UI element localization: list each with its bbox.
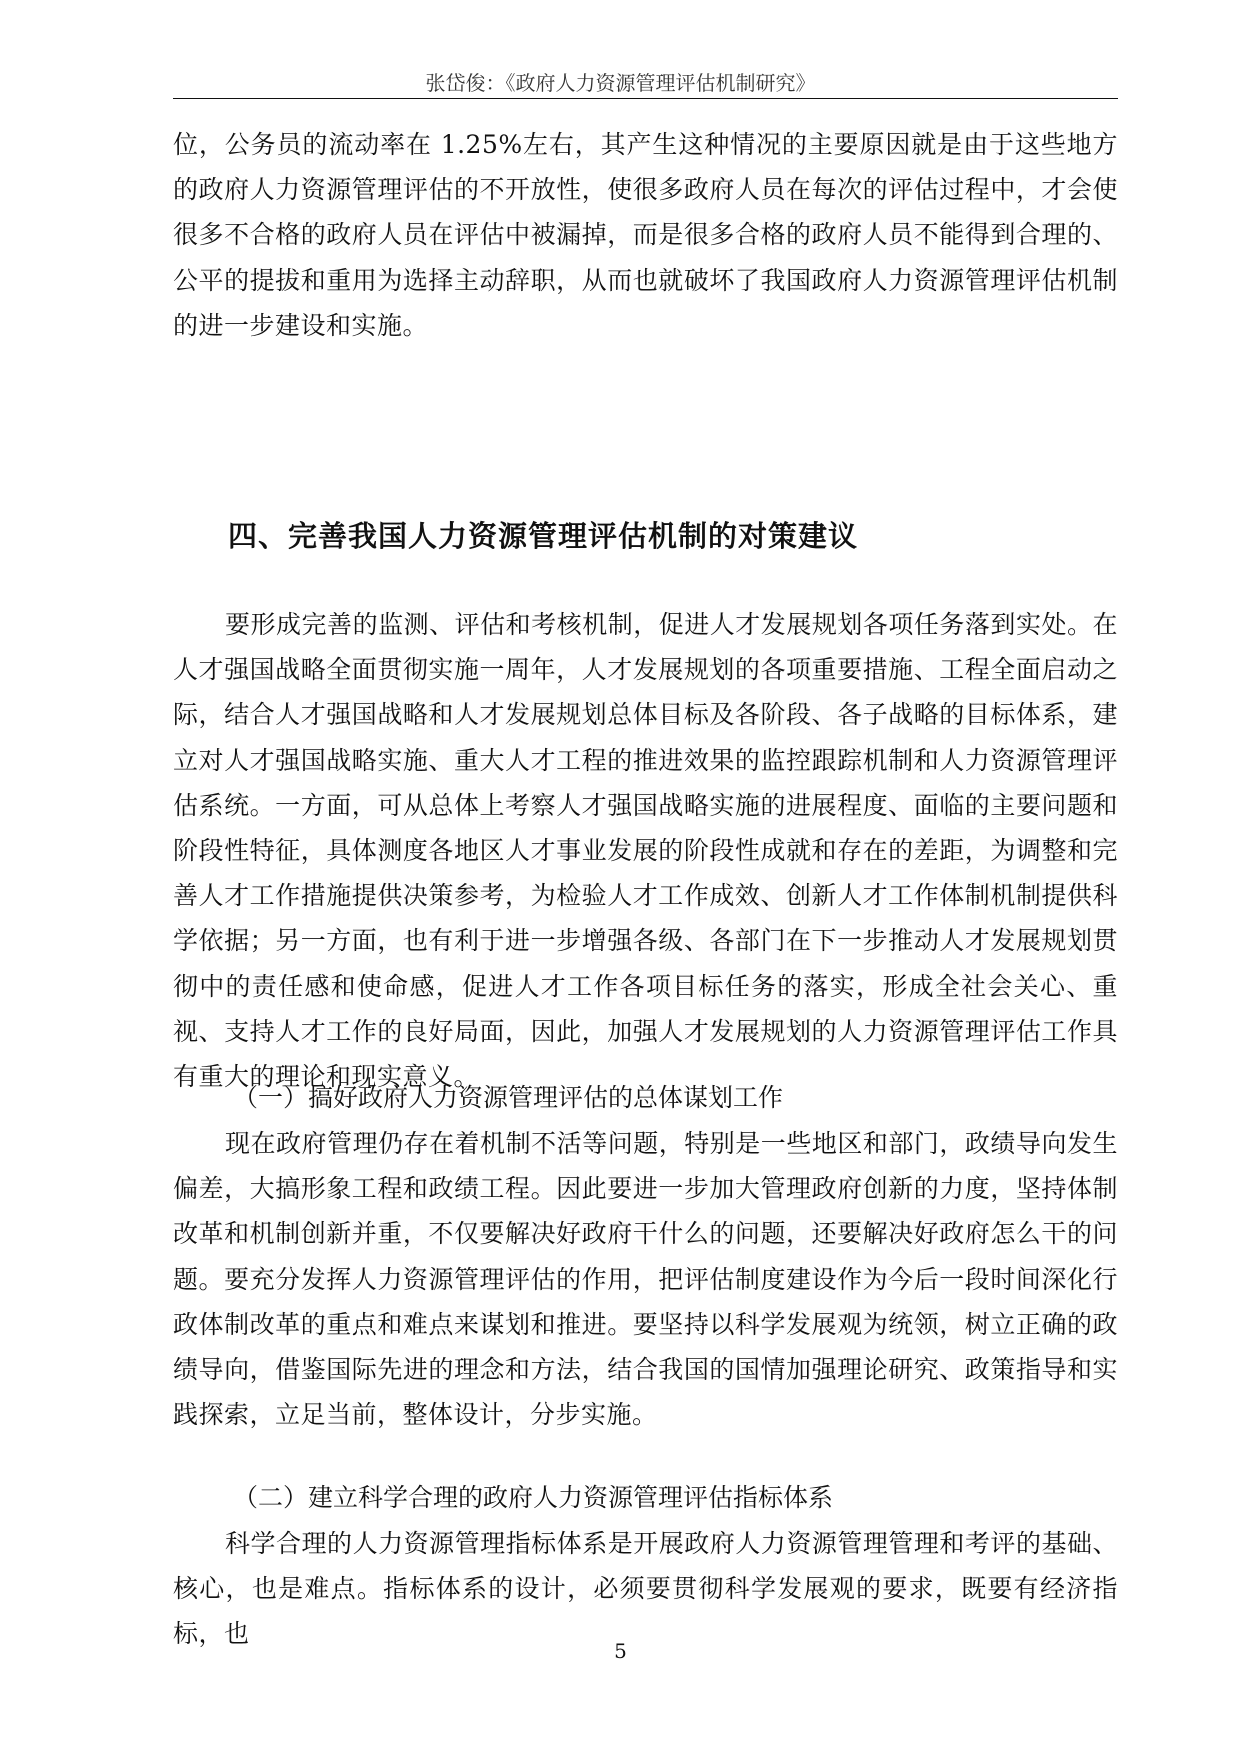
paragraph-continuation: 位，公务员的流动率在 1.25%左右，其产生这种情况的主要原因就是由于这些地方的政府人力资源管理评估的不开放性，使很多政府人员在每次的评估过程中，才会使很多不合格的政府人员在评估中被漏掉，而是很多合格的政府人员不能得到合理的、公平的提拔和重用为选择主动辞职，从而也就破坏了我国政府人力资源管理评估机制的进一步建设和实施。 (173, 130, 1118, 340)
paragraph-indicators: 科学合理的人力资源管理指标体系是开展政府人力资源管理管理和考评的基础、核心，也是难点。指标体系的设计，必须要贯彻科学发展观的要求，既要有经济指标，也 (173, 1529, 1118, 1649)
header-divider (173, 98, 1118, 99)
subsection-heading-2: （二）建立科学合理的政府人力资源管理评估指标体系 (233, 1483, 834, 1512)
section-heading: 四、完善我国人力资源管理评估机制的对策建议 (228, 519, 859, 553)
page-number: 5 (614, 1639, 627, 1663)
running-header: 张岱俊：《政府人力资源管理评估机制研究》 (425, 71, 816, 95)
paragraph-planning: 现在政府管理仍存在着机制不活等问题，特别是一些地区和部门，政绩导向发生偏差，大搞形象工程和政绩工程。因此要进一步加大管理政府创新的力度，坚持体制改革和机制创新并重，不仅要解决好政府干什么的问题，还要解决好政府怎么干的问题。要充分发挥人力资源管理评估的作用，把评估制度建设作为今后一段时间深化行政体制改革的重点和难点来谋划和推进。要坚持以科学发展观为统领，树立正确的政绩导向，借鉴国际先进的理念和方法，结合我国的国情加强理论研究、政策指导和实践探索，立足当前，整体设计，分步实施。 (173, 1129, 1118, 1430)
paragraph-intro: 要形成完善的监测、评估和考核机制，促进人才发展规划各项任务落到实处。在人才强国战略全面贯彻实施一周年，人才发展规划的各项重要措施、工程全面启动之际，结合人才强国战略和人才发展规划总体目标及各阶段、各子战略的目标体系，建立对人才强国战略实施、重大人才工程的推进效果的监控跟踪机制和人力资源管理评估系统。一方面，可从总体上考察人才强国战略实施的进展程度、面临的主要问题和阶段性特征，具体测度各地区人才事业发展的阶段性成就和存在的差距，为调整和完善人才工作措施提供决策参考，为检验人才工作成效、创新人才工作体制机制提供科学依据；另一方面，也有利于进一步增强各级、各部门在下一步推动人才发展规划贯彻中的责任感和使命感，促进人才工作各项目标任务的落实，形成全社会关心、重视、支持人才工作的良好局面，因此，加强人才发展规划的人力资源管理评估工作具有重大的理论和现实意义。 (173, 610, 1118, 1092)
subsection-heading-1: （一）搞好政府人力资源管理评估的总体谋划工作 (233, 1083, 784, 1112)
